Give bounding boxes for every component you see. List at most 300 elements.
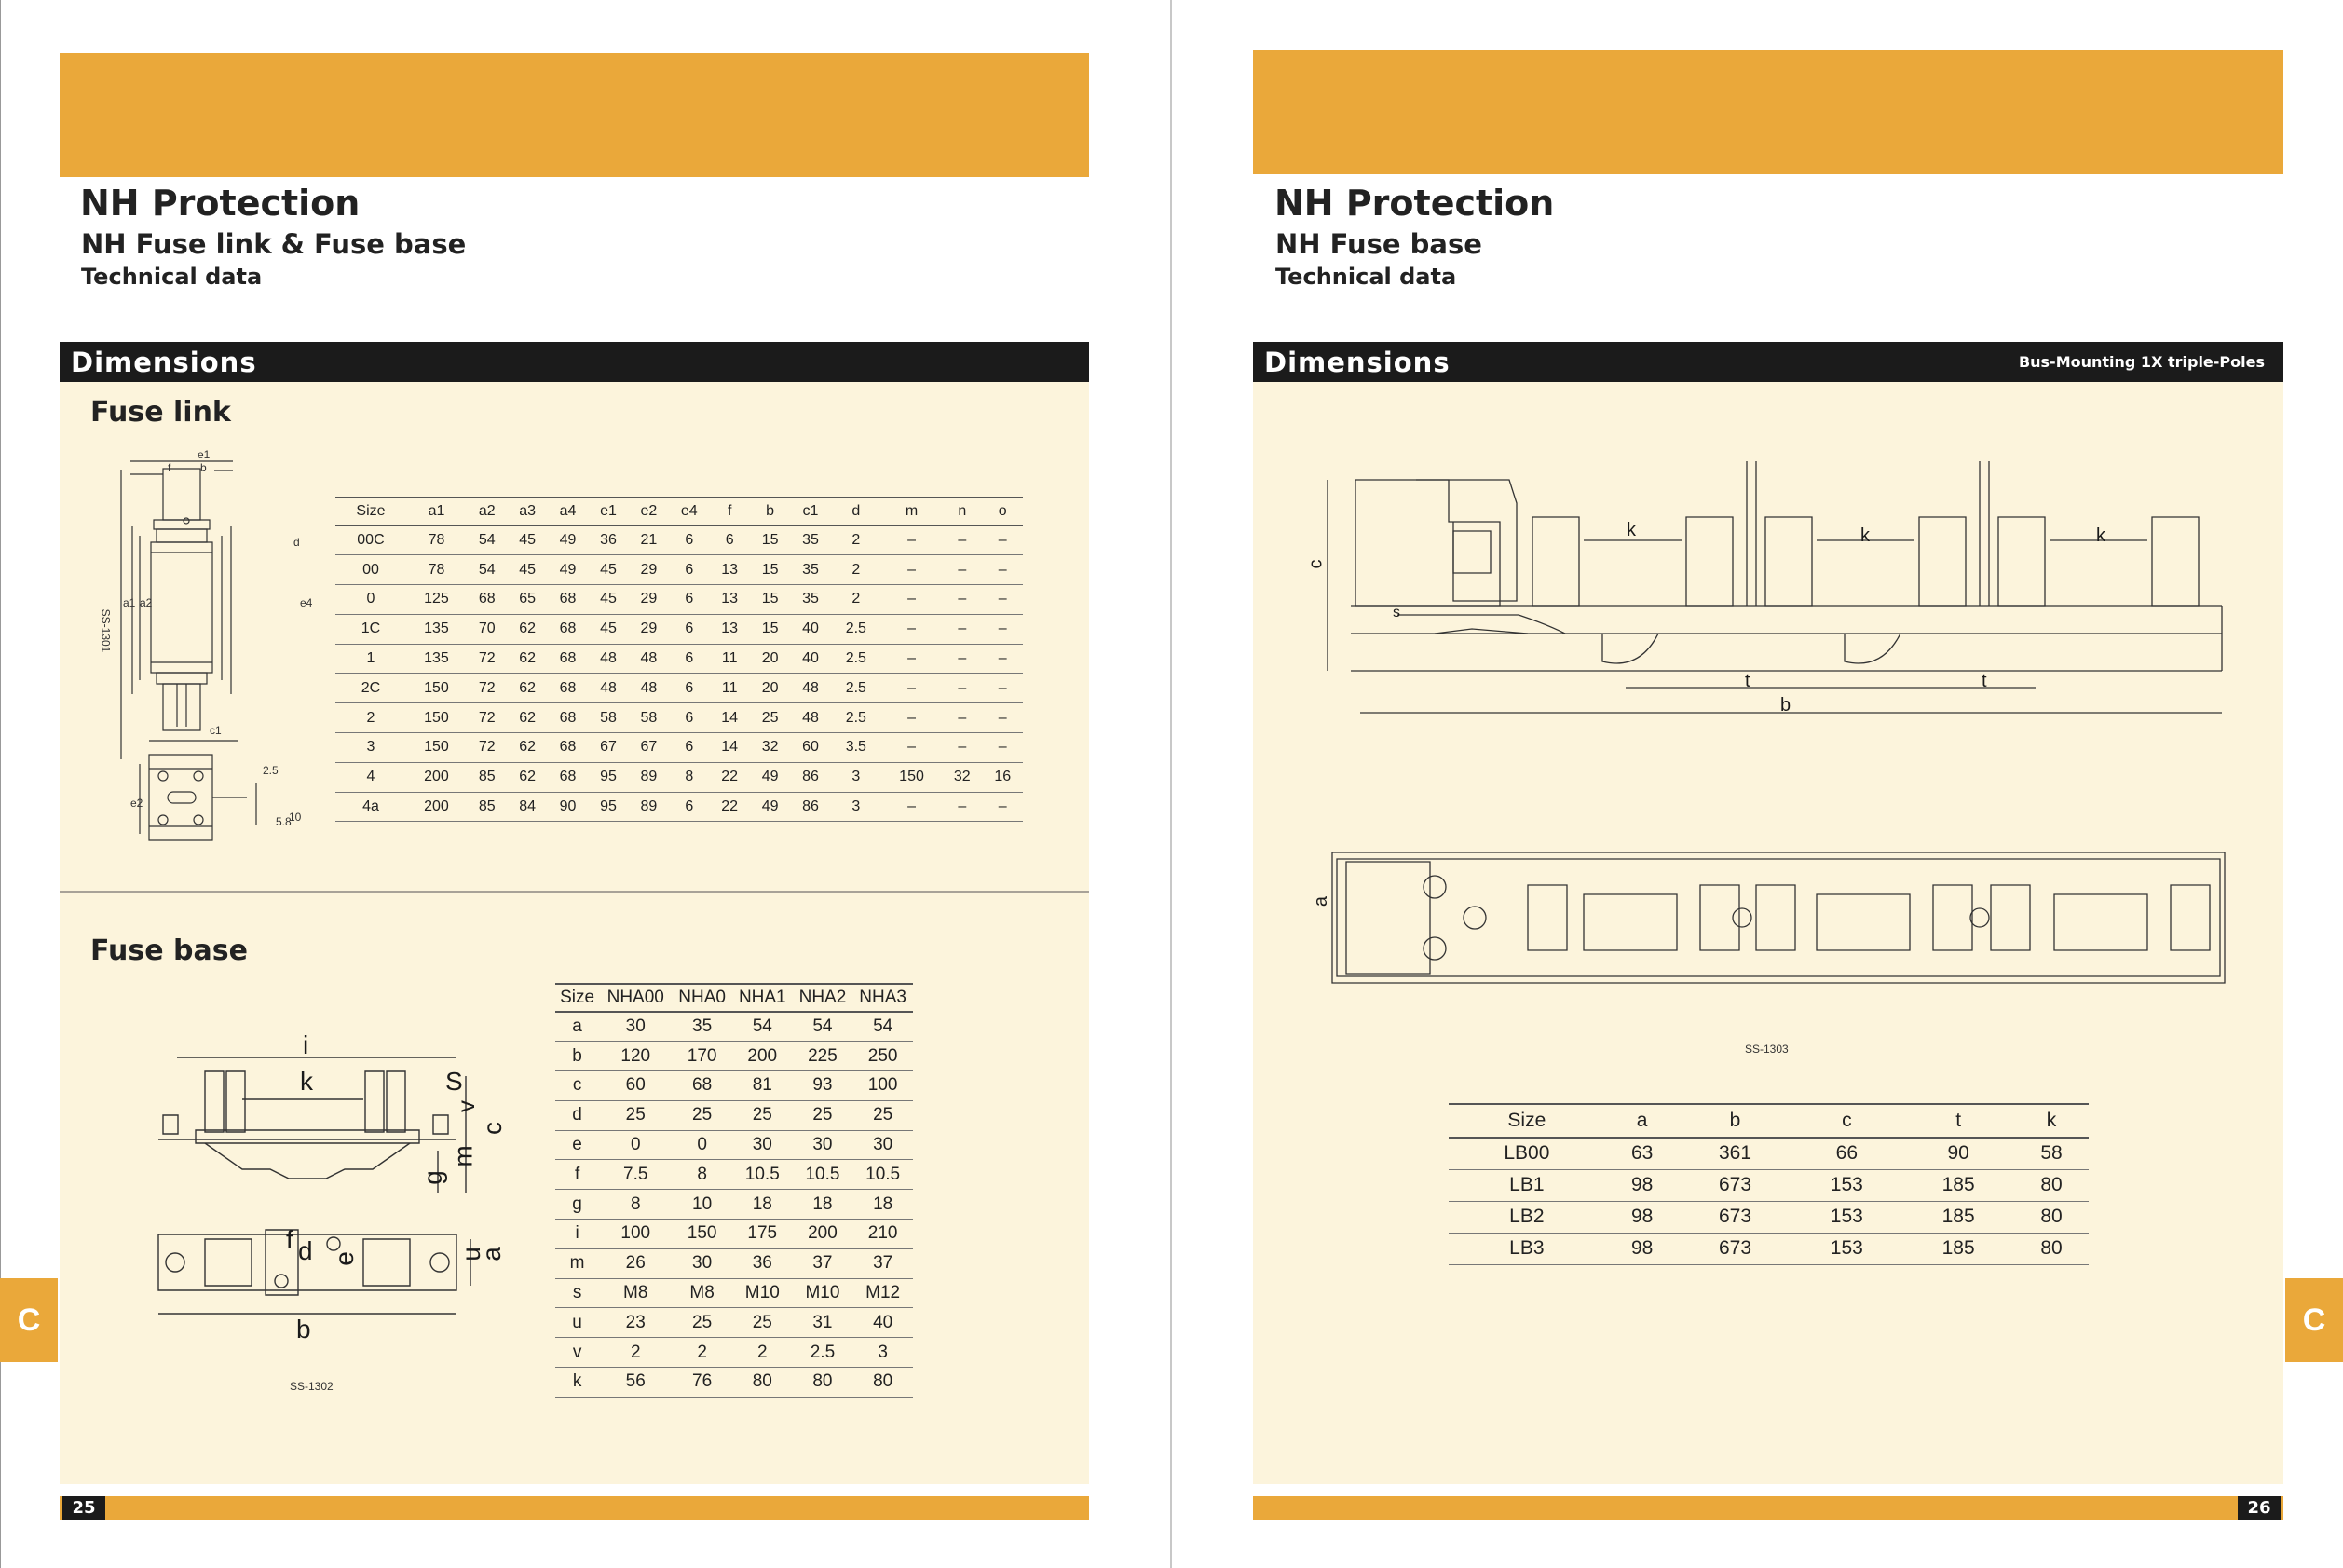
dim-label-e1: e1 xyxy=(198,448,211,461)
table-cell: k xyxy=(555,1368,599,1398)
table-cell: 62 xyxy=(507,614,547,644)
column-header: d xyxy=(831,498,881,525)
table-cell: 150 xyxy=(406,733,467,763)
table-cell: 48 xyxy=(588,644,628,674)
table-row xyxy=(555,1278,913,1308)
fuse-link-caption: SS-1301 xyxy=(99,608,113,653)
column-header: e2 xyxy=(629,498,669,525)
right-section-note: Bus-Mounting 1X triple-Poles xyxy=(2018,353,2265,371)
column-header: e4 xyxy=(669,498,709,525)
table-row xyxy=(1449,1201,2089,1233)
left-header-banner xyxy=(60,53,1089,177)
dim-label-10: 10 xyxy=(289,811,302,824)
column-header: NHA1 xyxy=(732,984,793,1012)
table-cell: 81 xyxy=(732,1071,793,1101)
table-cell: 18 xyxy=(793,1190,853,1220)
table-cell: 29 xyxy=(629,555,669,585)
bus-mounting-table xyxy=(1449,1103,2089,1265)
dim-label-e2: e2 xyxy=(130,797,143,810)
table-cell: 49 xyxy=(750,762,790,792)
table-cell: 78 xyxy=(406,525,467,555)
dim-label-f-base: f xyxy=(286,1225,293,1254)
table-cell: 13 xyxy=(709,614,749,644)
table-cell: 62 xyxy=(507,644,547,674)
column-header: o xyxy=(983,498,1024,525)
fuse-base-table xyxy=(555,983,913,1398)
table-cell: 90 xyxy=(548,792,588,822)
table-cell: 673 xyxy=(1680,1201,1791,1233)
left-page-subtitle: NH Fuse link & Fuse base xyxy=(81,228,467,260)
table-cell: 125 xyxy=(406,585,467,615)
table-cell: 80 xyxy=(852,1368,913,1398)
bus-mounting-side-drawing xyxy=(1304,447,2245,727)
table-cell: – xyxy=(881,614,942,644)
table-cell: – xyxy=(881,644,942,674)
table-row xyxy=(335,614,1023,644)
table-row xyxy=(555,1338,913,1368)
dim-label-b-base: b xyxy=(296,1315,311,1343)
table-cell: – xyxy=(942,525,982,555)
table-cell: 80 xyxy=(732,1368,793,1398)
table-cell: 63 xyxy=(1605,1138,1680,1169)
table-row xyxy=(335,525,1023,555)
left-footer-bar xyxy=(60,1496,1089,1520)
table-cell: 26 xyxy=(599,1248,672,1278)
table-cell: 10.5 xyxy=(793,1160,853,1190)
table-cell: 15 xyxy=(750,555,790,585)
table-cell: – xyxy=(881,703,942,733)
table-cell: 62 xyxy=(507,733,547,763)
table-cell: – xyxy=(881,585,942,615)
dim-label-f: f xyxy=(168,461,171,474)
table-cell: 6 xyxy=(669,585,709,615)
column-header: NHA00 xyxy=(599,984,672,1012)
table-cell: – xyxy=(942,644,982,674)
table-cell: 60 xyxy=(599,1071,672,1101)
right-section-title: Dimensions xyxy=(1264,347,1451,378)
dim-label-b: b xyxy=(200,461,207,474)
table-cell: 153 xyxy=(1791,1201,1902,1233)
table-cell: 80 xyxy=(2014,1201,2089,1233)
table-cell: – xyxy=(983,614,1024,644)
table-cell: 49 xyxy=(548,555,588,585)
table-cell: 6 xyxy=(669,644,709,674)
table-cell: e xyxy=(555,1130,599,1160)
dim-label-d: d xyxy=(293,536,300,549)
table-cell: u xyxy=(555,1308,599,1338)
dim-label-g: g xyxy=(417,1170,447,1185)
table-cell: g xyxy=(555,1190,599,1220)
table-cell: – xyxy=(881,792,942,822)
table-cell: 37 xyxy=(793,1248,853,1278)
table-cell: m xyxy=(555,1248,599,1278)
table-cell: 48 xyxy=(790,674,830,703)
table-cell: 11 xyxy=(709,674,749,703)
table-cell: LB3 xyxy=(1449,1233,1605,1264)
dim-label-m: m xyxy=(448,1145,478,1167)
table-cell: 0 xyxy=(599,1130,672,1160)
table-cell: 89 xyxy=(629,792,669,822)
table-cell: 23 xyxy=(599,1308,672,1338)
left-side-tab: C xyxy=(0,1278,58,1362)
column-header: Size xyxy=(335,498,406,525)
table-cell: 68 xyxy=(548,762,588,792)
table-cell: 673 xyxy=(1680,1169,1791,1201)
table-row xyxy=(555,1368,913,1398)
table-cell: 15 xyxy=(750,614,790,644)
table-row xyxy=(1449,1169,2089,1201)
table-cell: – xyxy=(942,703,982,733)
table-cell: 7.5 xyxy=(599,1160,672,1190)
table-cell: 58 xyxy=(588,703,628,733)
table-cell: 2.5 xyxy=(831,614,881,644)
table-cell: – xyxy=(983,703,1024,733)
table-cell: 48 xyxy=(588,674,628,703)
table-cell: 36 xyxy=(732,1248,793,1278)
table-cell: 20 xyxy=(750,674,790,703)
table-cell: 185 xyxy=(1902,1201,2014,1233)
table-cell: 48 xyxy=(629,644,669,674)
column-header: b xyxy=(1680,1104,1791,1138)
table-cell: 200 xyxy=(793,1220,853,1249)
table-cell: 62 xyxy=(507,703,547,733)
table-cell: 22 xyxy=(709,762,749,792)
table-cell: 14 xyxy=(709,703,749,733)
table-cell: 25 xyxy=(793,1100,853,1130)
table-cell: 68 xyxy=(548,733,588,763)
bus-table-header xyxy=(1449,1104,2089,1138)
table-cell: 60 xyxy=(790,733,830,763)
dim-label-i: i xyxy=(303,1030,309,1059)
table-cell: – xyxy=(881,555,942,585)
table-cell: a xyxy=(555,1012,599,1042)
table-cell: 45 xyxy=(588,614,628,644)
dim-label-a2: a2 xyxy=(140,596,153,609)
table-cell: 76 xyxy=(672,1368,732,1398)
table-cell: 80 xyxy=(2014,1233,2089,1264)
table-cell: 45 xyxy=(507,555,547,585)
table-cell: 6 xyxy=(669,555,709,585)
table-cell: – xyxy=(983,733,1024,763)
table-cell: 250 xyxy=(852,1042,913,1071)
table-cell: 25 xyxy=(672,1100,732,1130)
table-cell: 36 xyxy=(588,525,628,555)
table-cell: 30 xyxy=(732,1130,793,1160)
table-cell: 11 xyxy=(709,644,749,674)
table-row xyxy=(555,1308,913,1338)
table-cell: 4a xyxy=(335,792,406,822)
table-cell: 40 xyxy=(852,1308,913,1338)
table-cell: 120 xyxy=(599,1042,672,1071)
table-cell: M10 xyxy=(793,1278,853,1308)
table-cell: 2C xyxy=(335,674,406,703)
table-cell: 49 xyxy=(548,525,588,555)
table-cell: LB00 xyxy=(1449,1138,1605,1169)
bus-mounting-top-drawing xyxy=(1328,848,2231,988)
dim-label-v: v xyxy=(452,1100,480,1112)
section-divider xyxy=(60,891,1089,893)
table-cell: 29 xyxy=(629,585,669,615)
table-cell: 200 xyxy=(732,1042,793,1071)
dim-label-u: u xyxy=(456,1247,485,1261)
fuse-base-caption: SS-1302 xyxy=(290,1380,334,1393)
table-cell: 25 xyxy=(672,1308,732,1338)
table-cell: – xyxy=(942,733,982,763)
column-header: a2 xyxy=(467,498,507,525)
column-header: Size xyxy=(1449,1104,1605,1138)
table-cell: 00C xyxy=(335,525,406,555)
table-cell: 6 xyxy=(669,674,709,703)
table-cell: 68 xyxy=(548,585,588,615)
table-row xyxy=(335,703,1023,733)
table-cell: 2.5 xyxy=(793,1338,853,1368)
table-cell: 8 xyxy=(599,1190,672,1220)
table-cell: 15 xyxy=(750,525,790,555)
table-cell: 72 xyxy=(467,703,507,733)
table-cell: 225 xyxy=(793,1042,853,1071)
dim-label-e-base: e xyxy=(329,1251,359,1266)
table-cell: c xyxy=(555,1071,599,1101)
table-cell: – xyxy=(983,555,1024,585)
table-cell: 45 xyxy=(588,585,628,615)
table-cell: 150 xyxy=(881,762,942,792)
table-row xyxy=(555,1071,913,1101)
table-row xyxy=(555,1012,913,1042)
table-cell: 66 xyxy=(1791,1138,1902,1169)
column-header: NHA2 xyxy=(793,984,853,1012)
table-cell: 30 xyxy=(793,1130,853,1160)
column-header: a3 xyxy=(507,498,547,525)
table-cell: M8 xyxy=(599,1278,672,1308)
table-cell: 361 xyxy=(1680,1138,1791,1169)
table-row xyxy=(335,762,1023,792)
column-header: c1 xyxy=(790,498,830,525)
table-cell: – xyxy=(942,585,982,615)
table-cell: 16 xyxy=(983,762,1024,792)
table-cell: – xyxy=(983,674,1024,703)
table-cell: – xyxy=(881,525,942,555)
fuse-base-heading: Fuse base xyxy=(90,934,248,967)
table-cell: 18 xyxy=(732,1190,793,1220)
table-cell: 31 xyxy=(793,1308,853,1338)
table-cell: 86 xyxy=(790,792,830,822)
bus-drawing-caption: SS-1303 xyxy=(1745,1043,1789,1056)
table-cell: b xyxy=(555,1042,599,1071)
table-cell: 6 xyxy=(669,733,709,763)
table-cell: 0 xyxy=(335,585,406,615)
right-footer-bar xyxy=(1253,1496,2283,1520)
table-cell: 3 xyxy=(831,792,881,822)
right-page-number: 26 xyxy=(2238,1496,2281,1520)
table-cell: 3 xyxy=(852,1338,913,1368)
table-cell: 2 xyxy=(335,703,406,733)
table-cell: 56 xyxy=(599,1368,672,1398)
table-cell: – xyxy=(983,525,1024,555)
dim-label-a-base: a xyxy=(476,1247,506,1261)
left-page-title: NH Protection xyxy=(80,183,361,224)
table-cell: 2 xyxy=(831,585,881,615)
table-cell: 25 xyxy=(732,1100,793,1130)
table-cell: 40 xyxy=(790,614,830,644)
table-cell: 6 xyxy=(669,525,709,555)
column-header: c xyxy=(1791,1104,1902,1138)
table-cell: 68 xyxy=(467,585,507,615)
table-cell: 10.5 xyxy=(732,1160,793,1190)
table-cell: 72 xyxy=(467,644,507,674)
table-cell: 2 xyxy=(599,1338,672,1368)
table-cell: 2 xyxy=(831,555,881,585)
table-cell: 80 xyxy=(793,1368,853,1398)
table-cell: 54 xyxy=(793,1012,853,1042)
table-cell: 3 xyxy=(831,762,881,792)
table-cell: 67 xyxy=(629,733,669,763)
column-header: Size xyxy=(555,984,599,1012)
left-page-subheading: Technical data xyxy=(81,264,263,290)
column-header: a4 xyxy=(548,498,588,525)
table-cell: 98 xyxy=(1605,1201,1680,1233)
table-cell: 6 xyxy=(669,703,709,733)
table-cell: 175 xyxy=(732,1220,793,1249)
table-cell: 35 xyxy=(672,1012,732,1042)
column-header: k xyxy=(2014,1104,2089,1138)
table-cell: 1C xyxy=(335,614,406,644)
right-page-subheading: Technical data xyxy=(1275,264,1457,290)
table-cell: 32 xyxy=(750,733,790,763)
table-cell: 6 xyxy=(709,525,749,555)
column-header: NHA3 xyxy=(852,984,913,1012)
table-row xyxy=(555,1042,913,1071)
left-section-bar xyxy=(60,342,1089,382)
table-cell: 80 xyxy=(2014,1169,2089,1201)
table-cell: 2 xyxy=(732,1338,793,1368)
table-cell: 10.5 xyxy=(852,1160,913,1190)
table-cell: 58 xyxy=(2014,1138,2089,1169)
table-cell: 200 xyxy=(406,762,467,792)
dim-label-k: k xyxy=(300,1067,313,1096)
table-row xyxy=(555,1220,913,1249)
table-cell: v xyxy=(555,1338,599,1368)
table-cell: 98 xyxy=(1605,1169,1680,1201)
table-cell: 0 xyxy=(672,1130,732,1160)
table-cell: 68 xyxy=(548,703,588,733)
table-row xyxy=(335,555,1023,585)
table-cell: 18 xyxy=(852,1190,913,1220)
dim-label-s: S xyxy=(445,1067,463,1096)
column-header: t xyxy=(1902,1104,2014,1138)
table-cell: 153 xyxy=(1791,1233,1902,1264)
fuse-link-table-header xyxy=(335,498,1023,525)
column-header: m xyxy=(881,498,942,525)
bus-dim-label-c: c xyxy=(1305,559,1327,569)
table-cell: 00 xyxy=(335,555,406,585)
table-cell: – xyxy=(983,585,1024,615)
table-cell: 29 xyxy=(629,614,669,644)
table-cell: 68 xyxy=(548,614,588,644)
table-cell: 89 xyxy=(629,762,669,792)
table-cell: 2 xyxy=(672,1338,732,1368)
table-cell: 135 xyxy=(406,614,467,644)
table-cell: 85 xyxy=(467,792,507,822)
right-page-title: NH Protection xyxy=(1274,183,1555,224)
column-header: NHA0 xyxy=(672,984,732,1012)
table-cell: 21 xyxy=(629,525,669,555)
fuse-base-drawing xyxy=(149,1029,522,1337)
table-cell: 4 xyxy=(335,762,406,792)
table-cell: 30 xyxy=(852,1130,913,1160)
table-cell: 30 xyxy=(599,1012,672,1042)
table-cell: – xyxy=(942,614,982,644)
table-cell: 54 xyxy=(732,1012,793,1042)
table-cell: i xyxy=(555,1220,599,1249)
table-cell: 90 xyxy=(1902,1138,2014,1169)
table-cell: 86 xyxy=(790,762,830,792)
table-cell: 62 xyxy=(507,674,547,703)
table-cell: 37 xyxy=(852,1248,913,1278)
table-cell: 98 xyxy=(1605,1233,1680,1264)
table-cell: 40 xyxy=(790,644,830,674)
table-cell: 3 xyxy=(335,733,406,763)
left-page-number: 25 xyxy=(62,1496,105,1520)
table-cell: M8 xyxy=(672,1278,732,1308)
column-header: n xyxy=(942,498,982,525)
table-cell: 673 xyxy=(1680,1233,1791,1264)
table-cell: 95 xyxy=(588,762,628,792)
right-header-banner xyxy=(1253,50,2283,174)
table-cell: 25 xyxy=(599,1100,672,1130)
table-cell: 8 xyxy=(669,762,709,792)
dim-label-a1: a1 xyxy=(123,596,136,609)
table-cell: – xyxy=(942,792,982,822)
table-cell: 13 xyxy=(709,585,749,615)
table-row xyxy=(1449,1233,2089,1264)
table-cell: 25 xyxy=(852,1100,913,1130)
table-cell: 85 xyxy=(467,762,507,792)
table-cell: – xyxy=(881,674,942,703)
table-cell: 135 xyxy=(406,644,467,674)
dim-label-d-base: d xyxy=(298,1236,313,1265)
table-cell: 20 xyxy=(750,644,790,674)
column-header: b xyxy=(750,498,790,525)
table-cell: f xyxy=(555,1160,599,1190)
table-cell: 84 xyxy=(507,792,547,822)
table-cell: 2.5 xyxy=(831,674,881,703)
table-cell: 68 xyxy=(672,1071,732,1101)
dim-label-5-8: 5.8 xyxy=(276,815,292,828)
table-cell: 93 xyxy=(793,1071,853,1101)
table-cell: 35 xyxy=(790,585,830,615)
bus-dim-label-t1: t xyxy=(1745,671,1750,691)
table-cell: 49 xyxy=(750,792,790,822)
table-cell: s xyxy=(555,1278,599,1308)
table-cell: 153 xyxy=(1791,1169,1902,1201)
column-header: a1 xyxy=(406,498,467,525)
table-cell: LB2 xyxy=(1449,1201,1605,1233)
table-cell: 67 xyxy=(588,733,628,763)
table-row xyxy=(335,674,1023,703)
table-cell: d xyxy=(555,1100,599,1130)
table-row xyxy=(1449,1138,2089,1169)
table-cell: 2.5 xyxy=(831,644,881,674)
table-cell: – xyxy=(942,674,982,703)
table-cell: – xyxy=(983,644,1024,674)
table-cell: 1 xyxy=(335,644,406,674)
table-row xyxy=(555,1248,913,1278)
table-cell: – xyxy=(881,733,942,763)
bus-dim-label-k3: k xyxy=(2096,525,2105,546)
bus-dim-label-k1: k xyxy=(1627,520,1636,540)
table-cell: 150 xyxy=(672,1220,732,1249)
table-cell: 210 xyxy=(852,1220,913,1249)
